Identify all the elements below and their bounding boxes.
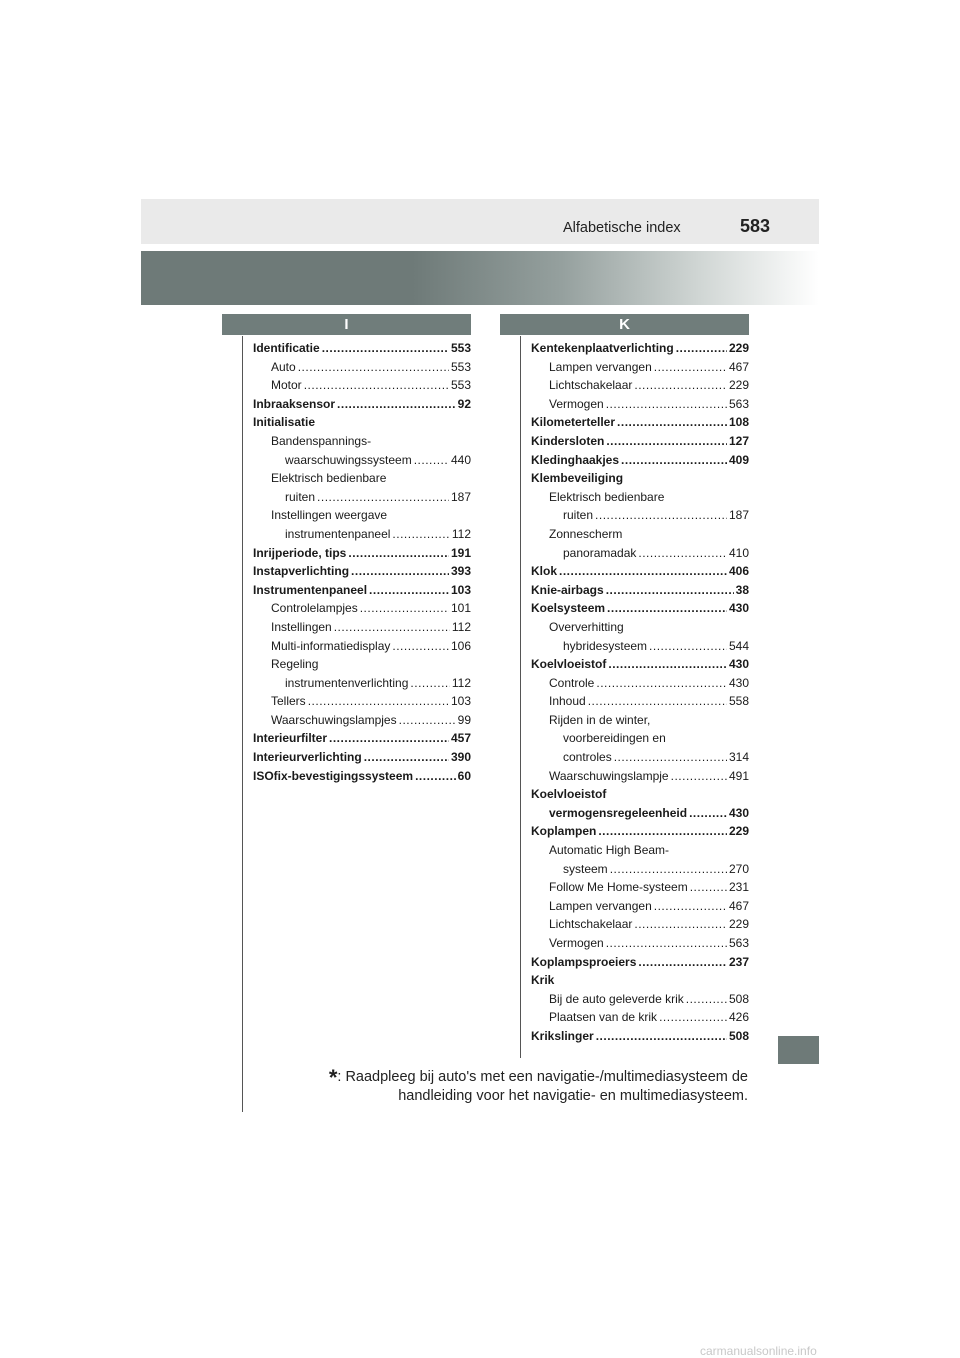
index-entry: [531, 674, 749, 693]
entry-label: waarschuwingssysteem: [285, 452, 412, 467]
header-banner: [141, 251, 819, 305]
index-entry: [531, 767, 749, 786]
entry-label: Waarschuwingslampje: [549, 768, 669, 783]
left-column-rule: [242, 336, 243, 1112]
index-entry: [531, 339, 749, 358]
entry-page: 231: [728, 880, 749, 895]
entry-page: 467: [728, 359, 749, 374]
header-bar: [141, 199, 819, 244]
index-entry: [531, 897, 749, 916]
entry-page: 553: [450, 341, 471, 355]
entry-label: Lichtschakelaar: [549, 917, 633, 932]
index-column-k: [531, 339, 749, 1046]
entry-label: Follow Me Home-systeem: [549, 880, 688, 895]
index-entry: [253, 395, 471, 414]
dot-leader: [337, 395, 456, 414]
footnote-line1: : Raadpleeg bij auto's met een navigatie-/multimediasysteem de: [337, 1069, 748, 1085]
index-entry: [531, 878, 749, 897]
dot-leader: [348, 544, 449, 563]
entry-label: Zonnescherm: [549, 526, 623, 541]
footnote-marker: *: [328, 1065, 338, 1090]
index-entry: [253, 637, 471, 656]
entry-label: Bij de auto geleverde krik: [549, 991, 684, 1006]
dot-leader: [689, 804, 727, 823]
dot-leader: [298, 358, 449, 377]
entry-label: instrumentenpaneel: [285, 526, 391, 541]
dot-leader: [596, 674, 727, 693]
index-entry: [531, 971, 749, 990]
index-entry: [253, 506, 471, 525]
index-entry: [531, 1027, 749, 1046]
index-entry: [253, 432, 471, 451]
entry-page: 38: [735, 582, 749, 597]
entry-label: Elektrisch bedienbare: [549, 489, 665, 504]
entry-page: 229: [728, 824, 749, 839]
entry-label: Kledinghaakjes: [531, 452, 620, 467]
index-entry: [531, 692, 749, 711]
index-entry: [531, 451, 749, 470]
dot-leader: [334, 618, 450, 637]
dot-leader: [317, 488, 449, 507]
dot-leader: [617, 413, 727, 432]
section-header-i: I: [222, 314, 471, 335]
entry-label: Interieurfilter: [253, 731, 328, 746]
entry-page: 406: [728, 564, 749, 579]
entry-page: 112: [451, 619, 471, 634]
dot-leader: [595, 506, 727, 525]
index-entry: [531, 655, 749, 674]
entry-label: Motor: [271, 378, 302, 393]
index-entry: [531, 506, 749, 525]
entry-page: 393: [450, 564, 471, 579]
dot-leader: [559, 562, 727, 581]
dot-leader: [360, 599, 449, 618]
entry-label: ruiten: [285, 489, 316, 504]
entry-page: 60: [457, 768, 471, 783]
index-entry: [531, 748, 749, 767]
entry-label: Kentekenplaatverlichting: [531, 341, 674, 355]
index-entry: [531, 804, 749, 823]
entry-label: hybridesysteem: [563, 638, 648, 653]
entry-page: 229: [728, 341, 749, 355]
index-entry: [253, 358, 471, 377]
footnote-line2: handleiding voor het navigatie- en multimediasysteem.: [398, 1088, 748, 1104]
entry-label: voorbereidingen en: [563, 731, 666, 746]
entry-label: Kindersloten: [531, 433, 605, 448]
entry-label: Instellingen weergave: [271, 508, 388, 523]
index-entry: [531, 841, 749, 860]
dot-leader: [659, 1008, 727, 1027]
page-title: Alfabetische index: [563, 220, 681, 236]
chapter-tab: [778, 1036, 819, 1064]
entry-label: Plaatsen van de krik: [549, 1010, 658, 1025]
dot-leader: [607, 599, 727, 618]
index-entry: [531, 562, 749, 581]
index-entry: [253, 451, 471, 470]
entry-label: instrumentenverlichting: [285, 675, 409, 690]
index-entry: [531, 413, 749, 432]
index-entry: [531, 860, 749, 879]
index-entry: [531, 953, 749, 972]
entry-page: 101: [450, 601, 471, 616]
index-entry: [531, 915, 749, 934]
entry-label: Initialisatie: [253, 415, 316, 430]
dot-leader: [638, 544, 727, 563]
entry-page: 99: [457, 712, 471, 727]
entry-label: Instellingen: [271, 619, 332, 634]
entry-label: Instrumentenpaneel: [253, 582, 368, 597]
entry-label: Controle: [549, 675, 595, 690]
index-entry: [531, 990, 749, 1009]
dot-leader: [308, 692, 449, 711]
right-column-rule: [520, 336, 521, 1058]
entry-page: 563: [728, 936, 749, 950]
entry-page: 409: [728, 452, 749, 467]
index-entry: [253, 469, 471, 488]
dot-leader: [322, 339, 449, 358]
entry-label: Vermogen: [549, 396, 604, 411]
entry-page: 270: [728, 861, 749, 876]
dot-leader: [654, 358, 727, 377]
entry-label: controles: [563, 750, 612, 765]
dot-leader: [686, 990, 727, 1009]
index-entry: [253, 525, 471, 544]
entry-label: Controlelampjes: [271, 601, 358, 616]
entry-label: Multi-informatiedisplay: [271, 638, 391, 653]
dot-leader: [351, 562, 449, 581]
dot-leader: [588, 692, 727, 711]
dot-leader: [415, 767, 456, 786]
entry-label: Waarschuwingslampjes: [271, 712, 397, 727]
dot-leader: [598, 822, 727, 841]
entry-page: 106: [450, 638, 471, 653]
entry-page: 103: [450, 694, 471, 709]
entry-page: 553: [450, 378, 471, 393]
entry-page: 430: [728, 657, 749, 672]
dot-leader: [610, 860, 727, 879]
index-entry: [531, 376, 749, 395]
index-entry: [531, 637, 749, 656]
dot-leader: [608, 655, 727, 674]
entry-label: Lampen vervangen: [549, 359, 652, 374]
entry-label: ruiten: [563, 508, 594, 523]
entry-label: Interieurverlichting: [253, 750, 362, 765]
index-entry: [531, 1008, 749, 1027]
footnote: [260, 1065, 748, 1106]
dot-leader: [606, 934, 727, 953]
entry-label: Lampen vervangen: [549, 898, 652, 913]
entry-page: 127: [728, 433, 749, 448]
entry-label: Krik: [531, 973, 555, 988]
index-entry: [253, 748, 471, 767]
entry-label: Bandenspannings-: [271, 433, 372, 448]
index-entry: [253, 581, 471, 600]
entry-page: 112: [451, 526, 471, 541]
entry-page: 491: [728, 768, 749, 783]
entry-page: 430: [728, 601, 749, 616]
entry-page: 430: [728, 675, 749, 690]
dot-leader: [671, 767, 727, 786]
dot-leader: [596, 1027, 727, 1046]
entry-label: Automatic High Beam-: [549, 843, 670, 858]
entry-page: 467: [728, 898, 749, 913]
entry-page: 237: [728, 954, 749, 969]
index-entry: [531, 395, 749, 414]
watermark: carmanualsonline.info: [700, 1344, 817, 1358]
dot-leader: [392, 637, 449, 656]
index-entry: [531, 469, 749, 488]
entry-label: Inbraaksensor: [253, 396, 336, 411]
index-entry: [531, 711, 749, 730]
dot-leader: [621, 451, 727, 470]
dot-leader: [410, 674, 449, 693]
entry-label: panoramadak: [563, 545, 637, 560]
entry-page: 544: [728, 638, 749, 653]
entry-page: 410: [728, 545, 749, 560]
index-entry: [253, 674, 471, 693]
index-entry: [253, 729, 471, 748]
entry-page: 508: [728, 991, 749, 1006]
entry-label: Koelvloeistof: [531, 657, 607, 672]
dot-leader: [690, 878, 727, 897]
entry-page: 187: [728, 508, 749, 523]
entry-label: Inrijperiode, tips: [253, 545, 347, 560]
entry-page: 558: [728, 694, 749, 709]
dot-leader: [392, 525, 449, 544]
dot-leader: [329, 729, 449, 748]
page-number: 583: [740, 216, 771, 236]
index-entry: [253, 655, 471, 674]
index-entry: [253, 692, 471, 711]
entry-page: 508: [728, 1028, 749, 1043]
entry-label: Elektrisch bedienbare: [271, 471, 387, 486]
dot-leader: [638, 953, 727, 972]
entry-page: 187: [450, 489, 471, 504]
index-entry: [531, 822, 749, 841]
index-entry: [531, 785, 749, 804]
entry-label: Knie-airbags: [531, 582, 604, 597]
index-entry: [531, 729, 749, 748]
section-header-k: K: [500, 314, 749, 335]
index-entry: [253, 599, 471, 618]
index-entry: [531, 618, 749, 637]
entry-label: Rijden in de winter,: [549, 712, 651, 727]
entry-label: ISOfix-bevestigingssysteem: [253, 768, 414, 783]
entry-label: Inhoud: [549, 694, 586, 709]
entry-label: Lichtschakelaar: [549, 378, 633, 393]
index-entry: [253, 711, 471, 730]
entry-page: 457: [450, 731, 471, 746]
entry-page: 563: [728, 396, 749, 411]
entry-page: 430: [728, 805, 749, 820]
entry-label: Koelsysteem: [531, 601, 606, 616]
entry-page: 440: [450, 452, 471, 467]
entry-page: 553: [450, 359, 471, 374]
index-entry: [531, 525, 749, 544]
dot-leader: [606, 432, 727, 451]
entry-label: Tellers: [271, 694, 306, 709]
entry-page: 108: [728, 415, 749, 430]
index-entry: [253, 562, 471, 581]
index-entry: [531, 488, 749, 507]
entry-page: 390: [450, 750, 471, 765]
dot-leader: [649, 637, 727, 656]
index-entry: [253, 413, 471, 432]
index-entry: [253, 376, 471, 395]
entry-label: Klok: [531, 564, 558, 579]
dot-leader: [399, 711, 456, 730]
entry-label: Auto: [271, 359, 296, 374]
dot-leader: [654, 897, 727, 916]
index-entry: [253, 767, 471, 786]
entry-page: 103: [450, 582, 471, 597]
entry-label: Vermogen: [549, 936, 604, 950]
entry-page: 426: [728, 1010, 749, 1025]
dot-leader: [606, 395, 727, 414]
entry-page: 191: [450, 545, 471, 560]
entry-label: Identificatie: [253, 341, 320, 355]
dot-leader: [614, 748, 727, 767]
entry-label: Krikslinger: [531, 1028, 594, 1043]
index-entry: [531, 358, 749, 377]
entry-label: Koplampen: [531, 824, 597, 839]
dot-leader: [634, 915, 727, 934]
index-entry: [253, 488, 471, 507]
entry-label: vermogensregeleenheid: [549, 805, 688, 820]
dot-leader: [606, 581, 734, 600]
dot-leader: [676, 339, 727, 358]
dot-leader: [634, 376, 727, 395]
index-entry: [253, 618, 471, 637]
entry-label: Regeling: [271, 657, 319, 672]
entry-label: Kilometerteller: [531, 415, 616, 430]
entry-label: Klembeveiliging: [531, 471, 624, 486]
index-column-i: [253, 339, 471, 785]
index-entry: [531, 581, 749, 600]
entry-label: Koelvloeistof: [531, 787, 607, 802]
entry-page: 92: [457, 396, 471, 411]
dot-leader: [364, 748, 449, 767]
index-entry: [253, 339, 471, 358]
index-entry: [531, 544, 749, 563]
entry-label: Oververhitting: [549, 619, 624, 634]
index-entry: [253, 544, 471, 563]
entry-page: 229: [728, 378, 749, 393]
entry-label: Instapverlichting: [253, 564, 350, 579]
index-entry: [531, 934, 749, 953]
dot-leader: [304, 376, 449, 395]
index-entry: [531, 432, 749, 451]
index-entry: [531, 599, 749, 618]
entry-label: systeem: [563, 861, 608, 876]
dot-leader: [414, 451, 449, 470]
entry-page: 229: [728, 917, 749, 932]
entry-page: 112: [451, 675, 471, 690]
entry-label: Koplampsproeiers: [531, 954, 637, 969]
entry-page: 314: [728, 750, 749, 765]
dot-leader: [369, 581, 449, 600]
